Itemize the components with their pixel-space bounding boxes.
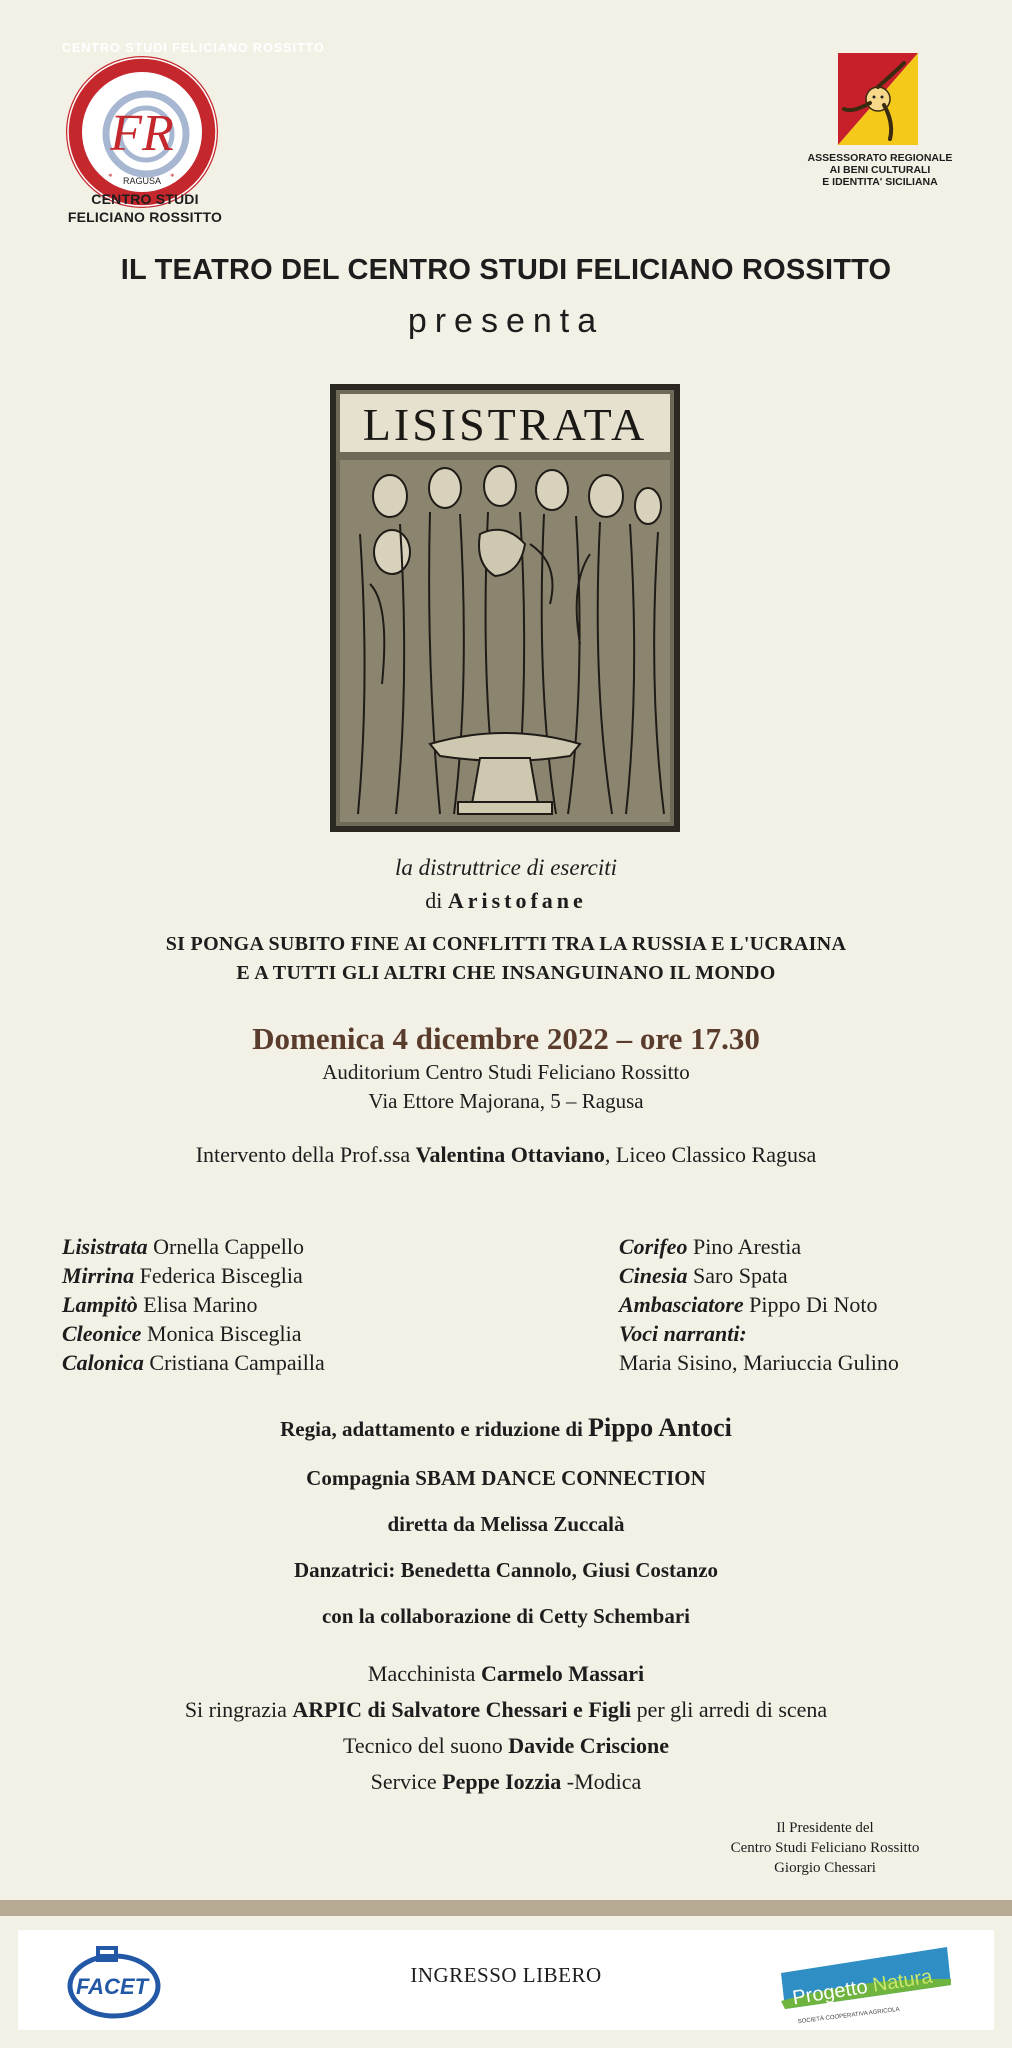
cast-row — [619, 1261, 899, 1290]
cast-row — [62, 1319, 325, 1348]
service-line — [0, 1764, 1012, 1800]
cast-role: Lampitò — [62, 1292, 138, 1317]
pn-subtext: SOCIETÀ COOPERATIVA AGRICOLA — [797, 2006, 900, 2026]
cast-row — [62, 1261, 325, 1290]
venue-address: Via Ettore Majorana, 5 – Ragusa — [368, 1089, 644, 1113]
presidente-name: Giorgio Chessari — [774, 1860, 876, 1876]
trinacria-icon — [838, 53, 918, 145]
presidente-signature — [690, 1818, 960, 1878]
footer-divider — [0, 1900, 1012, 1916]
intervento-suffix: , Liceo Classico Ragusa — [604, 1142, 817, 1167]
cast-row — [62, 1348, 325, 1377]
danzatrici-line: Danzatrici: Benedetta Cannolo, Giusi Costanzo — [293, 1558, 719, 1582]
cast-actor: Elisa Marino — [143, 1292, 258, 1317]
regia-line — [0, 1413, 1012, 1443]
macchinista-name: Carmelo Massari — [480, 1661, 645, 1686]
cast-row — [619, 1290, 899, 1319]
logo-ring-text: CENTRO STUDI FELICIANO ROSSITTO — [62, 41, 325, 55]
facet-logo-text: FACET — [75, 1974, 149, 1999]
collaborazione-line: con la collaborazione di Cetty Schembari — [321, 1604, 691, 1628]
cast-list-right — [619, 1232, 899, 1377]
cast-role: Cleonice — [62, 1321, 142, 1346]
presidente-line2: Centro Studi Feliciano Rossitto — [730, 1840, 920, 1856]
appeal-line2: E A TUTTI GLI ALTRI CHE INSANGUINANO IL MONDO — [236, 962, 776, 984]
cast-list-left — [62, 1232, 325, 1377]
assessorato-line2: AI BENI CULTURALI — [829, 164, 931, 176]
cast-role: Mirrina — [62, 1263, 135, 1288]
cast-actor: Saro Spata — [692, 1263, 788, 1288]
play-subtitle: la distruttrice di eserciti — [394, 855, 618, 880]
logo-monogram: FR — [110, 105, 174, 162]
cast-row — [62, 1232, 325, 1261]
cast-actor: Federica Bisceglia — [139, 1263, 303, 1288]
logo-city: RAGUSA — [122, 176, 162, 186]
diretta-line: diretta da Melissa Zuccalà — [387, 1512, 625, 1536]
svg-text:*: * — [170, 172, 175, 182]
regia-prefix: Regia, adattamento e riduzione di — [280, 1417, 583, 1441]
event-venue — [0, 1058, 1012, 1116]
cast-role: Lisistrata — [62, 1234, 148, 1259]
cast-row — [62, 1290, 325, 1319]
centro-studi-logo — [62, 41, 325, 212]
service-name: Peppe Iozzia — [442, 1769, 562, 1794]
cast-row — [619, 1319, 899, 1348]
ringrazia-line — [0, 1692, 1012, 1728]
cast-role: Voci narranti: — [619, 1321, 747, 1346]
intervento-line — [0, 1142, 1012, 1168]
compagnia-line: Compagnia SBAM DANCE CONNECTION — [306, 1466, 706, 1490]
logo-caption-line1: CENTRO STUDI — [91, 191, 199, 207]
progetto-natura-logo — [775, 1937, 953, 2026]
cast-actor: Monica Bisceglia — [146, 1321, 302, 1346]
page-title: IL TEATRO DEL CENTRO STUDI FELICIANO ROSSITTO — [120, 254, 892, 286]
play-author — [0, 888, 1012, 914]
suono-label: Tecnico del suono — [343, 1733, 503, 1758]
service-suffix: -Modica — [566, 1769, 642, 1794]
peace-appeal — [0, 930, 1012, 988]
ringrazia-suffix: per gli arredi di scena — [636, 1697, 828, 1722]
pn-word1: Progetto — [790, 1975, 870, 2010]
cast-role: Corifeo — [619, 1234, 688, 1259]
cast-actor: Pino Arestia — [692, 1234, 802, 1259]
cast-actor: Ornella Cappello — [153, 1234, 304, 1259]
service-label: Service — [370, 1769, 437, 1794]
logo-caption-line2: FELICIANO ROSSITTO — [67, 209, 223, 225]
macchinista-line — [0, 1656, 1012, 1692]
pn-word2: Natura — [871, 1965, 934, 1997]
macchinista-label: Macchinista — [367, 1661, 476, 1686]
cast-row — [619, 1232, 899, 1261]
presidente-line1: Il Presidente del — [776, 1820, 874, 1836]
suono-name: Davide Criscione — [508, 1733, 669, 1758]
event-date: Domenica 4 dicembre 2022 – ore 17.30 — [252, 1021, 760, 1056]
voci-narranti-names: Maria Sisino, Mariuccia Gulino — [619, 1350, 899, 1375]
author-prefix: di — [425, 888, 443, 913]
logo-caption — [40, 190, 250, 226]
cast-role: Cinesia — [619, 1263, 688, 1288]
lisistrata-poster-image — [330, 384, 680, 832]
cast-role: Ambasciatore — [619, 1292, 744, 1317]
intervento-prefix: Intervento della Prof.ssa — [195, 1142, 411, 1167]
appeal-line1: SI PONGA SUBITO FINE AI CONFLITTI TRA LA RUSSIA E L'UCRAINA — [165, 933, 847, 955]
suono-line — [0, 1728, 1012, 1764]
cast-actor: Pippo Di Noto — [749, 1292, 878, 1317]
author-name: Aristofane — [447, 888, 587, 913]
svg-text:*: * — [108, 172, 113, 182]
cast-actor: Cristiana Campailla — [149, 1350, 325, 1375]
ingresso-libero: INGRESSO LIBERO — [410, 1963, 602, 1987]
ringrazia-prefix: Si ringrazia — [184, 1697, 287, 1722]
intervento-name: Valentina Ottaviano — [415, 1142, 605, 1167]
regia-name: Pippo Antoci — [588, 1413, 732, 1442]
staff-block — [0, 1656, 1012, 1800]
assessorato-line3: E IDENTITA' SICILIANA — [822, 176, 938, 188]
poster-title: LISISTRATA — [362, 399, 648, 450]
presenta-text: presenta — [407, 302, 605, 340]
cast-role: Calonica — [62, 1350, 144, 1375]
venue-name: Auditorium Centro Studi Feliciano Rossitto — [322, 1060, 690, 1084]
assessorato-caption — [780, 152, 980, 188]
ringrazia-name: ARPIC di Salvatore Chessari e Figli — [292, 1697, 632, 1722]
assessorato-line1: ASSESSORATO REGIONALE — [807, 152, 953, 164]
